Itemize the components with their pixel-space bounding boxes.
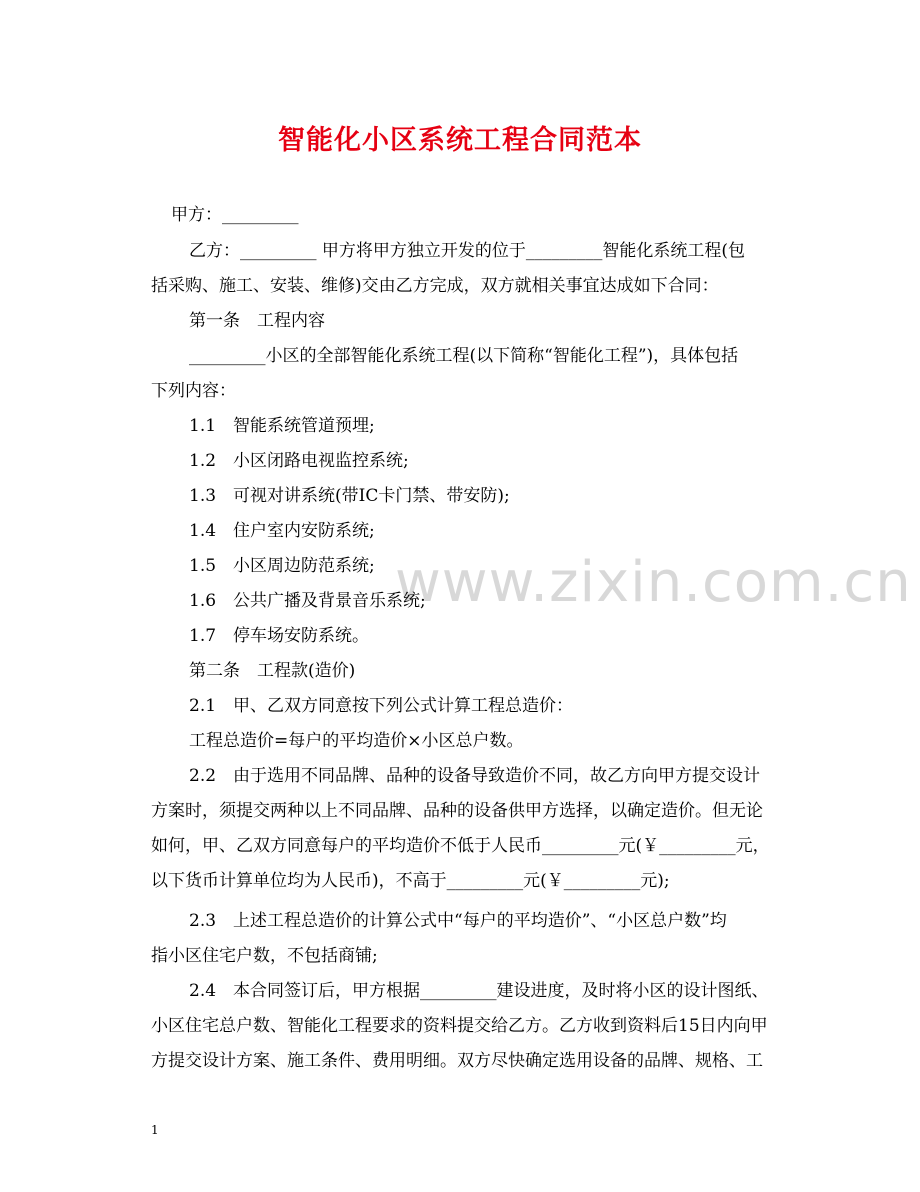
page-number: 1 <box>151 1123 159 1137</box>
list-item: 1.4 住户室内安防系统; <box>189 521 375 541</box>
paragraph-line: 下列内容： <box>151 381 236 401</box>
paragraph-line: 2.1 甲、乙双方同意按下列公式计算工程总造价： <box>189 696 574 716</box>
paragraph-line: 工程总造价=每户的平均造价×小区总户数。 <box>189 731 524 751</box>
watermark: www.zixin.com.cn <box>395 550 912 615</box>
paragraph-line: 2.3 上述工程总造价的计算公式中“每户的平均造价”、“小区总户数”均 <box>189 911 727 931</box>
list-item: 1.2 小区闭路电视监控系统; <box>189 451 409 471</box>
party-a-line: 甲方：_________ <box>171 205 299 225</box>
party-b-line: 乙方：_________ 甲方将甲方独立开发的位于_________智能化系统工程(包 <box>189 241 746 261</box>
paragraph-line: 小区住宅总户数、智能化工程要求的资料提交给乙方。乙方收到资料后15日内向甲 <box>151 1016 768 1036</box>
paragraph-line: 指小区住宅户数，不包括商铺; <box>151 946 378 966</box>
paragraph-line: 方提交设计方案、施工条件、费用明细。双方尽快确定选用设备的品牌、规格、工 <box>151 1051 763 1071</box>
document-title: 智能化小区系统工程合同范本 <box>278 125 642 156</box>
article-1-heading: 第一条 工程内容 <box>189 311 325 331</box>
paragraph-line: 方案时，须提交两种以上不同品牌、品种的设备供甲方选择，以确定造价。但无论 <box>151 801 763 821</box>
list-item: 1.1 智能系统管道预埋; <box>189 416 375 436</box>
paragraph-line: 2.2 由于选用不同品牌、品种的设备导致造价不同，故乙方向甲方提交设计 <box>189 766 761 786</box>
paragraph-line: 以下货币计算单位均为人民币)，不高于_________元(￥_________元); <box>151 871 670 891</box>
list-item: 1.5 小区周边防范系统; <box>189 556 375 576</box>
list-item: 1.7 停车场安防系统。 <box>189 626 370 646</box>
paragraph-line: 如何，甲、乙双方同意每户的平均造价不低于人民币_________元(￥_________元， <box>151 836 770 856</box>
paragraph-line: 括采购、施工、安装、维修)交由乙方完成，双方就相关事宜达成如下合同： <box>151 276 719 296</box>
article-2-heading: 第二条 工程款(造价) <box>189 661 356 681</box>
list-item: 1.6 公共广播及背景音乐系统; <box>189 591 426 611</box>
list-item: 1.3 可视对讲系统(带IC卡门禁、带安防); <box>189 486 510 506</box>
paragraph-line: _________小区的全部智能化系统工程(以下简称“智能化工程”)，具体包括 <box>189 346 739 366</box>
paragraph-line: 2.4 本合同签订后，甲方根据_________建设进度，及时将小区的设计图纸、 <box>189 981 769 1001</box>
